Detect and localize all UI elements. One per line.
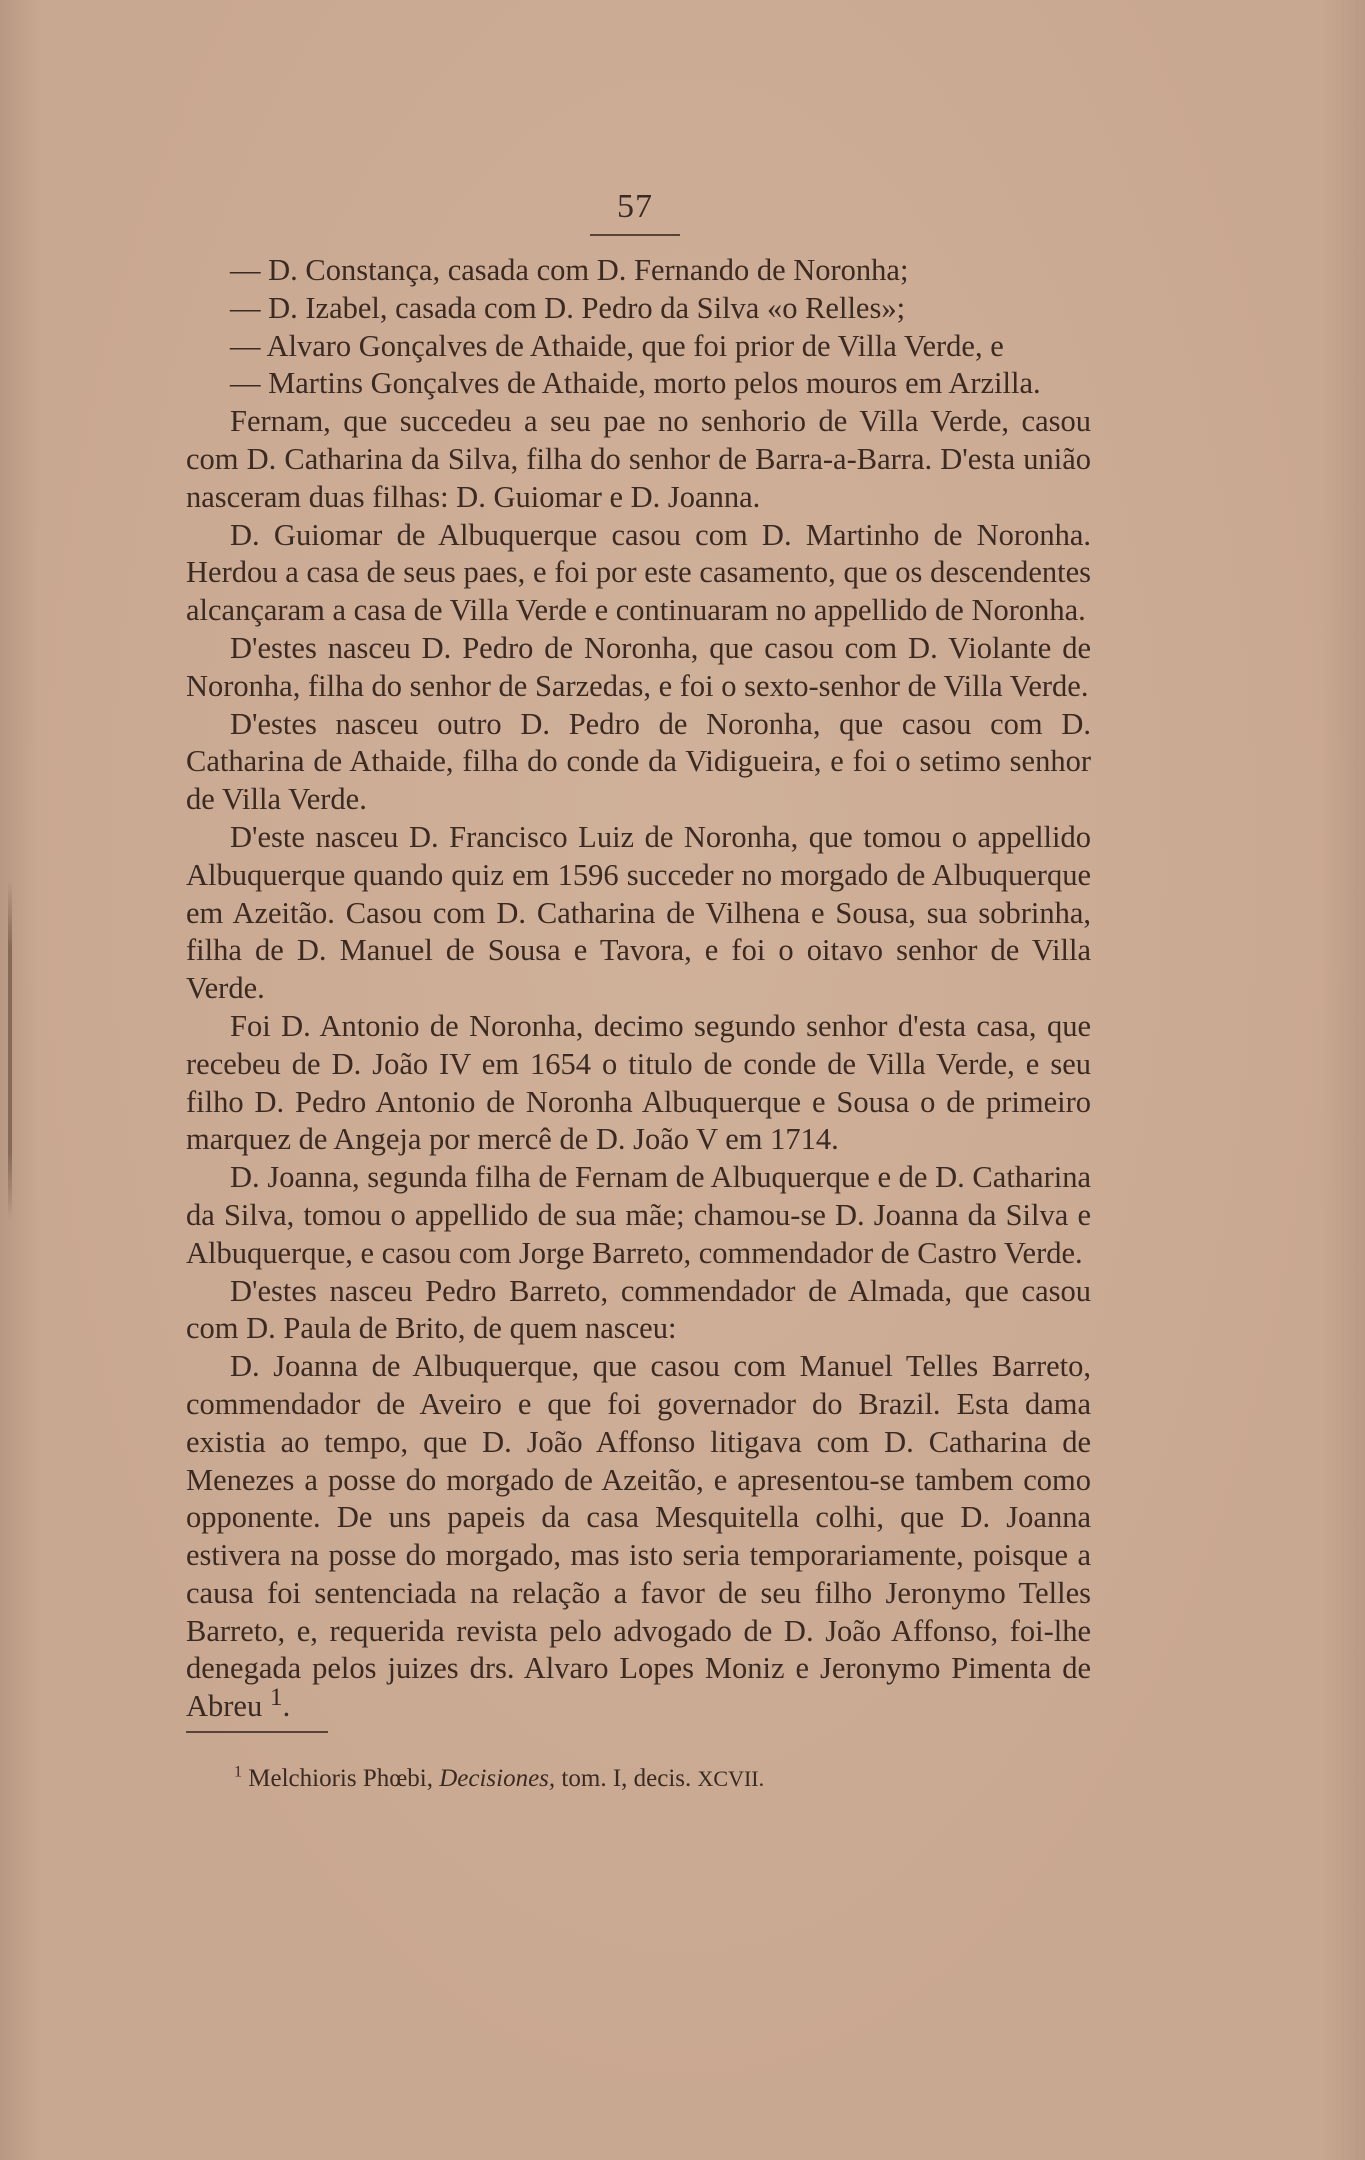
- paragraph: D'estes nasceu outro D. Pedro de Noronha, que casou com D. Catharina de Athaide, filha do conde da Vidigueira, e foi o setimo senhor de Villa Verde.: [186, 706, 1091, 817]
- paragraph-last: D. Joanna de Albuquerque, que casou com Manuel Telles Barreto, commendador de Aveiro e que foi governador do Brazil. Esta dama existia ao tempo, que D. João Affonso litigava com D. Catharina de Menezes a posse do morgado de Azeitão, e apresentou-se tambem como opponente. De uns papeis da casa Mesquitella colhi, que D. Joanna estivera na posse do morgado, mas isto seria temporariamente, poisque a causa foi sentenciada na relação a favor de seu filho Jeronymo Telles Barreto, e, requerida revista pelo advogado de D. João Affonso, foi-lhe denegada pelos juizes drs. Alvaro Lopes Moniz e Jeronymo Pimenta de Abreu $^1$.: [186, 1349, 1091, 1724]
- paragraph: — D. Izabel, casada com D. Pedro da Silva «o Relles»;: [230, 290, 906, 325]
- body-text: [186, 252, 1091, 1726]
- paragraph: Fernam, que succedeu a seu pae no senhorio de Villa Verde, casou com D. Catharina da Silva, filha do senhor de Barra-a-Barra. D'esta união nasceram duas filhas: D. Guiomar e D. Joanna.: [186, 404, 1091, 514]
- page-number: 57: [617, 188, 653, 225]
- paragraph: — Alvaro Gonçalves de Athaide, que foi prior de Villa Verde, e: [230, 328, 1004, 363]
- paragraph: D'este nasceu D. Francisco Luiz de Noronha, que tomou o appellido Albuquerque quando quiz em 1596 succeder no morgado de Albuquerque em Azeitão. Casou com D. Catharina de Vilhena e Sousa, sua sobrinha, filha de D. Manuel de Sousa e Tavora, e foi o oitavo senhor de Villa Verde.: [186, 819, 1091, 1006]
- paragraph: D'estes nasceu Pedro Barreto, commendador de Almada, que casou com D. Paula de Brito, de quem nasceu:: [186, 1273, 1091, 1346]
- paragraph-text: D. Joanna de Albuquerque, que casou com Manuel Telles Barreto, commendador de Aveiro e que foi governador do Brazil. Esta dama existia ao tempo, que D. João Affonso litigava com D. Catharina de Menezes a posse do morgado de Azeitão, e apresentou-se tambem como opponente. De uns papeis da casa Mesquitella colhi, que D. Joanna estivera na posse do morgado, mas isto seria temporariamente, poisque a causa foi sentenciada na relação a favor de seu filho Jeronymo Telles Barreto, e, requerida revista pelo advogado de D. João Affonso, foi-lhe denegada pelos juizes drs. Alvaro Lopes Moniz e Jeronymo Pimenta de Abreu: [186, 1349, 1091, 1724]
- paragraph: D. Guiomar de Albuquerque casou com D. Martinho de Noronha. Herdou a casa de seus paes, e foi por este casamento, que os descendentes alcançaram a casa de Villa Verde e continuaram no appellido de Noronha.: [186, 517, 1091, 628]
- paragraph: — Martins Gonçalves de Athaide, morto pelos mouros em Arzilla.: [230, 366, 1041, 401]
- footnote-reference: 1: [269, 1683, 283, 1712]
- paragraph: D. Joanna, segunda filha de Fernam de Albuquerque e de D. Catharina da Silva, tomou o appellido de sua mãe; chamou-se D. Joanna da Silva e Albuquerque, e casou com Jorge Barreto, commendador de Castro Verde.: [186, 1160, 1091, 1270]
- footnote-title: Decisiones,: [439, 1765, 556, 1792]
- footnote-rest: tom. I, decis.: [561, 1765, 692, 1792]
- page-number-rule: [590, 234, 680, 236]
- paragraph: Foi D. Antonio de Noronha, decimo segundo senhor d'esta casa, que recebeu de D. João IV em 1654 o titulo de conde de Villa Verde, e seu filho D. Pedro Antonio de Noronha Albuquerque e Sousa o de primeiro marquez de Angeja por mercê de D. João V em 1714.: [186, 1008, 1091, 1157]
- paragraph: D'estes nasceu D. Pedro de Noronha, que casou com D. Violante de Noronha, filha do senhor de Sarzedas, e foi o sexto-senhor de Villa Verde.: [186, 630, 1091, 703]
- footnote-decis-number: XCVII.: [697, 1766, 765, 1791]
- paragraph: — D. Constança, casada com D. Fernando de Noronha;: [230, 253, 909, 287]
- page-edge-shadow: [8, 880, 12, 1220]
- footnote-rule: [186, 1731, 328, 1733]
- footnote-author: Melchioris Phœbi,: [248, 1765, 433, 1792]
- footnote: [234, 1764, 1074, 1794]
- footnote-marker: 1: [234, 1763, 242, 1781]
